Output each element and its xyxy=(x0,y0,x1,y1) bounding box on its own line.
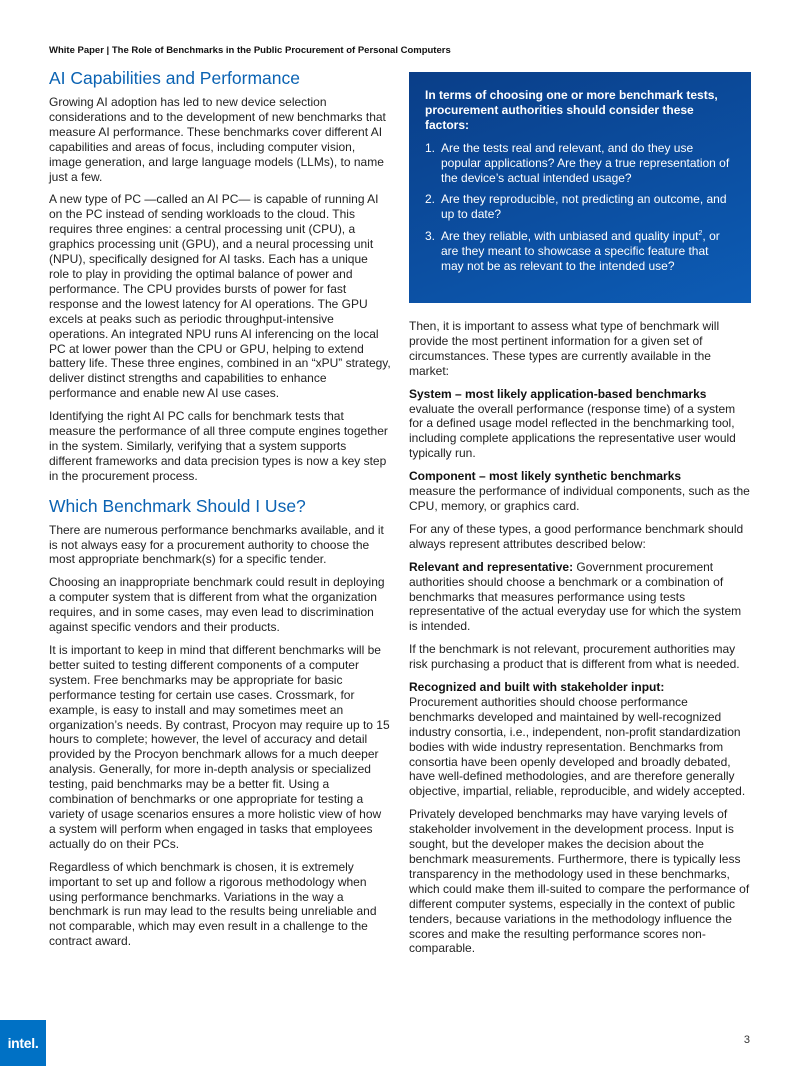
paragraph: For any of these types, a good performance benchmark should always represent attributes described below: xyxy=(409,521,744,551)
paragraph: Identifying the right AI PC calls for benchmark tests that measure the performance of all three compute engines together in the system. Similarly, verifying that a system supports different frameworks and data precision types is now a key step in the procurement process. xyxy=(49,409,388,483)
list-number: 1. xyxy=(425,140,436,155)
left-column xyxy=(49,68,391,957)
right-column xyxy=(409,319,751,964)
paragraph: It is important to keep in mind that different benchmarks will be better suited to testing different components of a computer system. Free benchmarks may be appropriate for basic performance testing for certain use cases. Crossmark, for example, is easy to install and may sometimes meet an organization’s needs. By contrast, Procyon may require up to 15 hours to complete; however, the level of accuracy and detail provided by the Procyon benchmark allows for a much deeper analysis. Generally, for more in-depth analysis or specialized testing, paid benchmarks may be a better fit. Using a combination of benchmarks or one appropriate for testing a variety of usage scenarios ensures a more holistic view of how a system will perform when engaged in tasks that employees actually do on their PCs. xyxy=(49,643,390,851)
component-benchmark-text: measure the performance of individual components, such as the CPU, memory, or graphics card. xyxy=(409,484,750,513)
paragraph: Growing AI adoption has led to new device selection considerations and to the development of new benchmarks that measure AI performance. These benchmarks cover different AI capabilities and areas of focus, including computer vision, image generation, and large language models (LLMs), to name just a few. xyxy=(49,95,386,184)
callout-intro: In terms of choosing one or more benchmark tests, procurement authorities should consider these factors: xyxy=(425,88,718,132)
list-item xyxy=(425,229,731,274)
section-heading-benchmark: Which Benchmark Should I Use? xyxy=(49,495,306,516)
list-item xyxy=(425,141,731,186)
section-heading-ai: AI Capabilities and Performance xyxy=(49,68,300,88)
list-number: 3. xyxy=(425,229,436,244)
recognized-text: Procurement authorities should choose performance benchmarks developed and maintained by well-recognized industry consortia, i.e., independent, non-profit standardization bodies with wide industry representation. Benchmarks from consortia have been openly developed and broadly debated, have well-defined methodologies, and are therefore generally objective, impartial, reliable, reproducible, and widely accepted. xyxy=(409,694,746,799)
list-number: 2. xyxy=(425,192,436,207)
paragraph: Then, it is important to assess what type of benchmark will provide the most pertinent information for a given set of circumstances. These types are currently available in the market: xyxy=(409,319,720,378)
paragraph: Regardless of which benchmark is chosen, it is extremely important to set up and follow a rigorous methodology when using performance benchmarks. Variations in the way a benchmark is run may lead to the results being unreliable and not comparable, which may even result in a challenge to the contract award. xyxy=(49,859,377,949)
system-benchmark-text: evaluate the overall performance (response time) of a system for a defined usage model reflected in the benchmarking tool, including complete applications the representative user would typically run. xyxy=(409,401,736,461)
recognized-lead: Recognized and built with stakeholder input: xyxy=(409,680,665,695)
running-header: White Paper | The Role of Benchmarks in the Public Procurement of Personal Computers xyxy=(49,45,451,56)
list-item-text: Are they reproducible, not predicting an outcome, and up to date? xyxy=(441,192,727,222)
system-benchmark-paragraph xyxy=(409,387,751,462)
footnote-ref[interactable]: 2 xyxy=(698,230,703,238)
component-benchmark-paragraph xyxy=(409,469,751,514)
page-number: 3 xyxy=(743,1034,750,1046)
list-item-text-cont: , or are they meant to showcase a specific feature that may not be as relevant to the intended use? xyxy=(441,229,720,274)
relevant-text: Government procurement authorities should choose a benchmark or a combination of benchmarks that measures performance using tests representative of the actual everyday use for which the system is intended. xyxy=(409,559,742,634)
intel-logo: intel. xyxy=(0,1020,46,1066)
component-benchmark-lead: Component – most likely synthetic benchmarks xyxy=(409,469,682,484)
list-item xyxy=(425,192,731,222)
factors-list xyxy=(425,141,731,274)
relevant-paragraph xyxy=(409,560,751,635)
paragraph: Choosing an inappropriate benchmark could result in deploying a computer system that is different from what the organization requires, and in some cases, may even lead to discrimination against specific vendors and their products. xyxy=(49,575,385,635)
paragraph: Privately developed benchmarks may have varying levels of stakeholder involvement in the development process. Input is sought, but the developer makes the decision about the benchmark measurements. Furthermore, there is typically less transparency in the methodology used in these benchmarks, which could make them ill-suited to compare the performance of different computer systems, especially in the context of public tenders, because variations in the methodology influence the scores and make the resulting performance scores non-comparable. xyxy=(409,807,750,956)
paragraph: If the benchmark is not relevant, procurement authorities may risk purchasing a product that is different from what is needed. xyxy=(409,642,740,672)
list-item-text: Are they reliable, with unbiased and quality input xyxy=(441,229,699,244)
relevant-lead: Relevant and representative: xyxy=(409,559,574,574)
paragraph: A new type of PC —called an AI PC— is capable of running AI on the PC instead of sending workloads to the cloud. This requires three engines: a central processing unit (CPU), a graphics processing unit (GPU), and a neural processing unit (NPU), specifically designed for AI tasks. Each has a unique role to play in providing the optimal balance of power and performance. The CPU provides bursts of power for fast response and the lowest latency for AI operations. The GPU excels at peaks such as periodic throughput-intensive operations. An integrated NPU runs AI inferencing on the local PC at lower power than the CPU or GPU, helping to extend battery life. These three engines, combined in an “xPU” strategy, deliver distinct strengths and capabilities to enhance performance and enable new AI use cases. xyxy=(49,192,391,401)
recognized-paragraph xyxy=(409,680,751,799)
system-benchmark-lead: System – most likely application-based benchmarks xyxy=(409,386,707,401)
list-item-text: Are the tests real and relevant, and do they use popular applications? Are they a true representation of the device’s actual intended usage? xyxy=(441,140,730,185)
paragraph: There are numerous performance benchmarks available, and it is not always easy for a procurement authority to choose the most appropriate benchmark(s) for a specific tender. xyxy=(49,522,384,567)
factors-callout-box xyxy=(409,72,751,303)
